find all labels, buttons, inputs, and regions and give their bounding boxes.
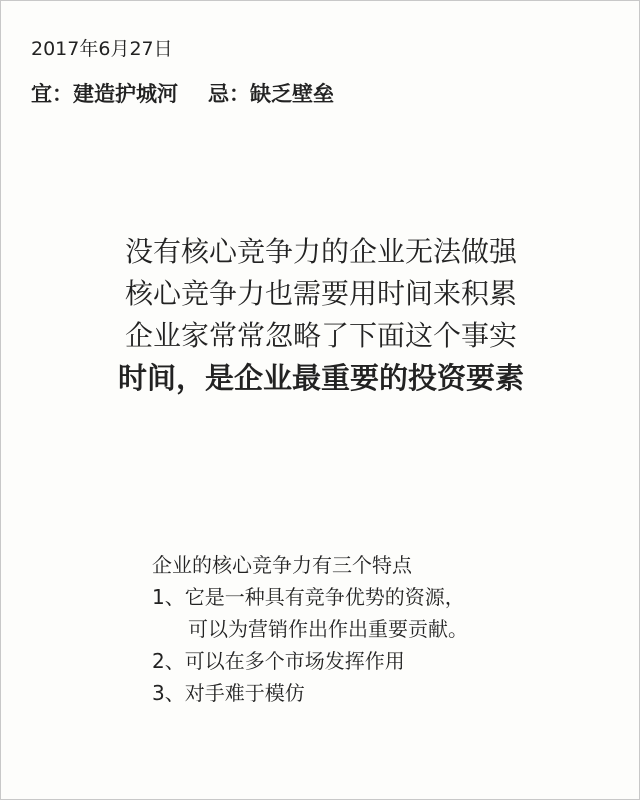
trait-item-3: 3、对手难于模仿 <box>152 681 305 705</box>
traits-title: 企业的核心竞争力有三个特点 <box>152 553 412 577</box>
trait-item-1-continued: 可以为营销作出作出重要贡献。 <box>188 617 468 641</box>
trait-item-1: 1、它是一种具有竞争优势的资源， <box>152 585 465 609</box>
yi-text: 宜：建造护城河 <box>31 82 178 106</box>
yi-ji-line <box>31 78 334 108</box>
date-text: 2017年6月27日 <box>31 38 173 60</box>
headline-line-1: 没有核心竞争力的企业无法做强 <box>124 235 517 268</box>
traits-list <box>152 549 468 709</box>
trait-item-2: 2、可以在多个市场发挥作用 <box>152 649 405 673</box>
headline-line-3: 企业家常常忽略了下面这个事实 <box>124 319 517 352</box>
headline-block <box>1 231 640 399</box>
ji-text: 忌：缺乏壁垒 <box>208 82 334 106</box>
headline-line-2: 核心竞争力也需要用时间来积累 <box>124 277 517 310</box>
headline-emphasis: 时间，是企业最重要的投资要素 <box>117 361 524 395</box>
